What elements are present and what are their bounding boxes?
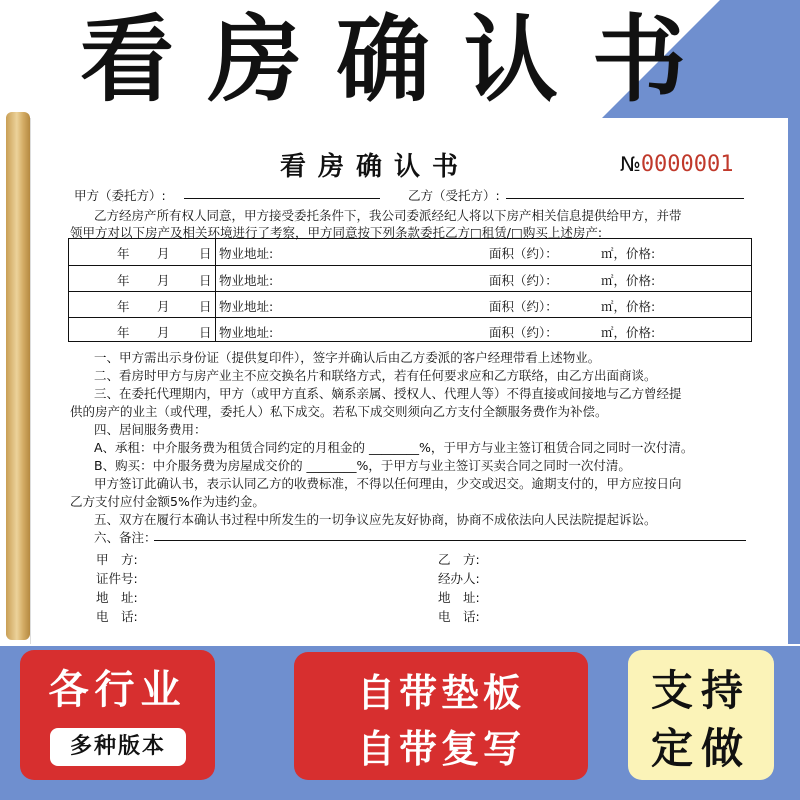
clause-4-heading: 四、居间服务费用： — [94, 422, 207, 437]
table-row[interactable] — [69, 239, 751, 265]
row-month: 月 — [157, 299, 170, 314]
property-table — [68, 238, 752, 342]
row-area: 面积（约）： — [489, 246, 558, 261]
clause-4-rent: A、承租：中介服务费为租赁合同约定的月租金的 ________%，于甲方与业主签订租赁合同之同时一次付清。 — [94, 440, 694, 455]
table-row[interactable] — [69, 265, 751, 291]
row-day: 日 — [199, 273, 212, 288]
sign-agent: 经办人: — [438, 571, 480, 586]
table-row[interactable] — [69, 291, 751, 317]
party-b-label: 乙方（受托方）: — [408, 188, 500, 203]
serial-number — [620, 152, 734, 177]
clause-2: 二、看房时甲方与房产业主不应交换名片和联络方式，若有任何要求应和乙方联络，由乙方出面商谈。 — [94, 368, 657, 383]
sign-a-address: 地 址: — [96, 590, 138, 605]
clause-4-note-line-2: 乙方支付应付金额5%作为违约金。 — [70, 494, 265, 509]
remarks-line[interactable] — [154, 540, 746, 541]
promo-custom-line-2: 定做 — [650, 724, 751, 773]
row-unit-price: ㎡，价格: — [601, 246, 656, 261]
sign-party-a: 甲 方: — [96, 552, 138, 567]
row-day: 日 — [199, 325, 212, 340]
row-day: 日 — [199, 299, 212, 314]
promo-versions-pill: 多种版本 — [50, 728, 186, 766]
sign-b-phone: 电 话: — [438, 609, 480, 624]
intro-line-2: 领甲方对以下房产及相关环境进行了考察，甲方同意按下列条款委托乙方□租赁/□购买上述房产: — [70, 225, 603, 240]
row-year: 年 — [117, 246, 130, 261]
document-title: 看房确认书 — [280, 152, 471, 182]
promo-card-features — [294, 652, 588, 780]
row-year: 年 — [117, 325, 130, 340]
promo-card-industries — [20, 650, 215, 780]
promo-custom-line-1: 支持 — [650, 666, 751, 715]
promo-feature-line-2: 自带复写 — [356, 727, 525, 771]
row-day: 日 — [199, 246, 212, 261]
row-month: 月 — [157, 246, 170, 261]
sign-party-b: 乙 方: — [438, 552, 480, 567]
row-address: 物业地址: — [219, 246, 274, 261]
promo-card-custom — [628, 650, 774, 780]
row-address: 物业地址: — [219, 273, 274, 288]
party-a-label: 甲方（委托方）: — [74, 188, 166, 203]
serial-prefix: № — [620, 152, 641, 176]
row-year: 年 — [117, 273, 130, 288]
row-unit-price: ㎡，价格: — [601, 299, 656, 314]
party-a-line[interactable] — [184, 198, 380, 199]
row-unit-price: ㎡，价格: — [601, 273, 656, 288]
row-month: 月 — [157, 273, 170, 288]
row-address: 物业地址: — [219, 325, 274, 340]
row-unit-price: ㎡，价格: — [601, 325, 656, 340]
clause-5: 五、双方在履行本确认书过程中所发生的一切争议应先友好协商，协商不成依法向人民法院提起诉讼。 — [94, 512, 657, 527]
row-address: 物业地址: — [219, 299, 274, 314]
banner-title: 看房确认书 — [79, 6, 720, 115]
clause-4-buy: B、购买：中介服务费为房屋成交价的 ________%，于甲方与业主签订买卖合同之同时一次付清。 — [94, 458, 631, 473]
row-area: 面积（约）： — [489, 299, 558, 314]
side-blue-accent — [788, 118, 800, 644]
table-row[interactable] — [69, 317, 751, 343]
clause-6-remarks: 六、备注： — [94, 530, 157, 545]
intro-line-1: 乙方经房产所有权人同意，甲方接受委托条件下，我公司委派经纪人将以下房产相关信息提供给甲方，并带 — [94, 208, 682, 223]
serial-digits: 0000001 — [640, 152, 734, 177]
top-banner — [0, 0, 800, 120]
paper-roll-edge — [6, 112, 30, 640]
sign-id-number: 证件号: — [96, 571, 138, 586]
row-area: 面积（约）： — [489, 273, 558, 288]
clause-1: 一、甲方需出示身份证（提供复印件），签字并确认后由乙方委派的客户经理带看上述物业。 — [94, 350, 601, 365]
clause-4-note-line-1: 甲方签订此确认书，表示认同乙方的收费标准，不得以任何理由，少交或迟交。逾期支付的，甲方应按日向 — [94, 476, 682, 491]
party-b-line[interactable] — [506, 198, 744, 199]
row-area: 面积（约）： — [489, 325, 558, 340]
promo-industries-text: 各行业 — [48, 667, 187, 713]
sign-a-phone: 电 话: — [96, 609, 138, 624]
clause-3-line-2: 供的房产的业主（或代理，委托人）私下成交。若私下成交则须向乙方支付全额服务费作为补偿。 — [70, 404, 608, 419]
promo-feature-line-1: 自带垫板 — [356, 671, 525, 715]
sign-b-address: 地 址: — [438, 590, 480, 605]
row-month: 月 — [157, 325, 170, 340]
row-year: 年 — [117, 299, 130, 314]
clause-3-line-1: 三、在委托代理期内，甲方（或甲方直系、嫡系亲属、授权人、代理人等）不得直接或间接地与乙方曾经提 — [94, 386, 682, 401]
